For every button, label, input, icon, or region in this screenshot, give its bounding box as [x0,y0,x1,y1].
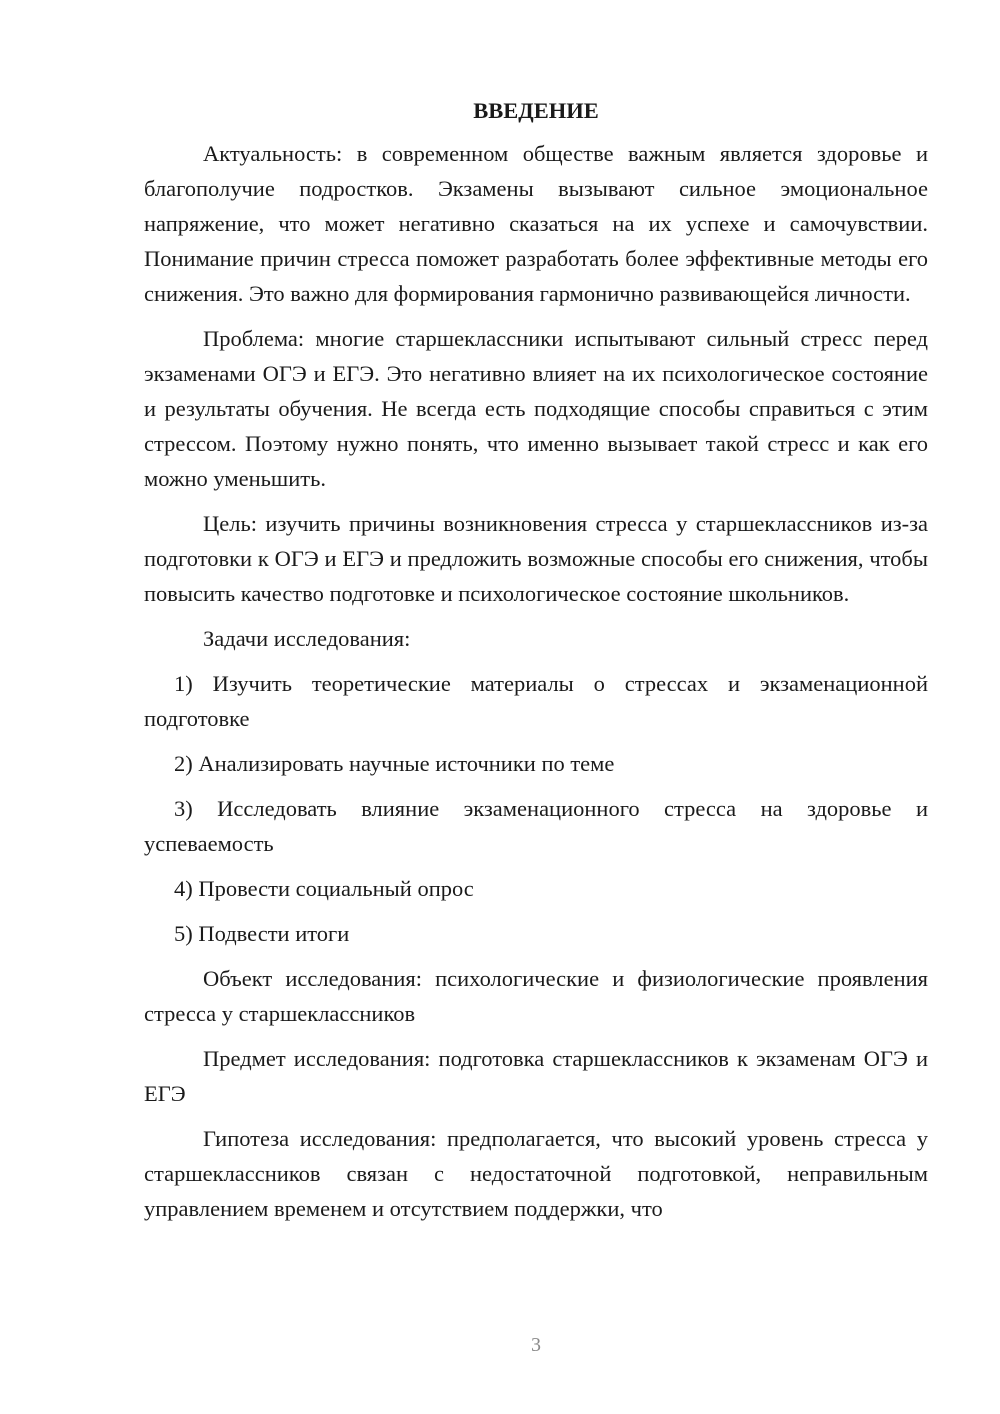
paragraph-subject: Предмет исследования: подготовка старшеклассников к экзаменам ОГЭ и ЕГЭ [144,1046,928,1106]
task-item-5: 5) Подвести итоги [174,921,350,946]
task-item-3: 3) Исследовать влияние экзаменационного стресса на здоровье и успеваемость [144,796,928,856]
paragraph-problem: Проблема: многие старшеклассники испытывают сильный стресс перед экзаменами ОГЭ и ЕГЭ. Это негативно влияет на их психологическое состояние и результаты обучения. Не всегда есть подходящие способы справиться с этим стрессом. Поэтому нужно понять, что именно вызывает такой стресс и как его можно уменьшить. [144,326,928,491]
paragraph-goal: Цель: изучить причины возникновения стресса у старшеклассников из-за подготовки к ОГЭ и ЕГЭ и предложить возможные способы его снижения, чтобы повысить качество подготовке и психологическое состояние школьников. [144,511,928,606]
page-content [144,92,928,1236]
task-item-2: 2) Анализировать научные источники по теме [174,751,615,776]
paragraph-hypothesis: Гипотеза исследования: предполагается, что высокий уровень стресса у старшеклассников связан с недостаточной подготовкой, неправильным управлением временем и отсутствием поддержки, что [144,1126,928,1221]
page-number: 3 [531,1334,541,1356]
task-item-1: 1) Изучить теоретические материалы о стрессах и экзаменационной подготовке [144,671,928,731]
paragraph-relevance: Актуальность: в современном обществе важным является здоровье и благополучие подростков. Экзамены вызывают сильное эмоциональное напряжение, что может негативно сказаться на их успехе и самочувствии. Понимание причин стресса поможет разработать более эффективные методы его снижения. Это важно для формирования гармонично развивающейся личности. [144,141,928,306]
paragraph-tasks-title: Задачи исследования: [203,626,411,651]
paragraph-object: Объект исследования: психологические и физиологические проявления стресса у старшеклассников [144,966,928,1026]
section-heading: ВВЕДЕНИЕ [473,98,599,123]
task-item-4: 4) Провести социальный опрос [174,876,474,901]
